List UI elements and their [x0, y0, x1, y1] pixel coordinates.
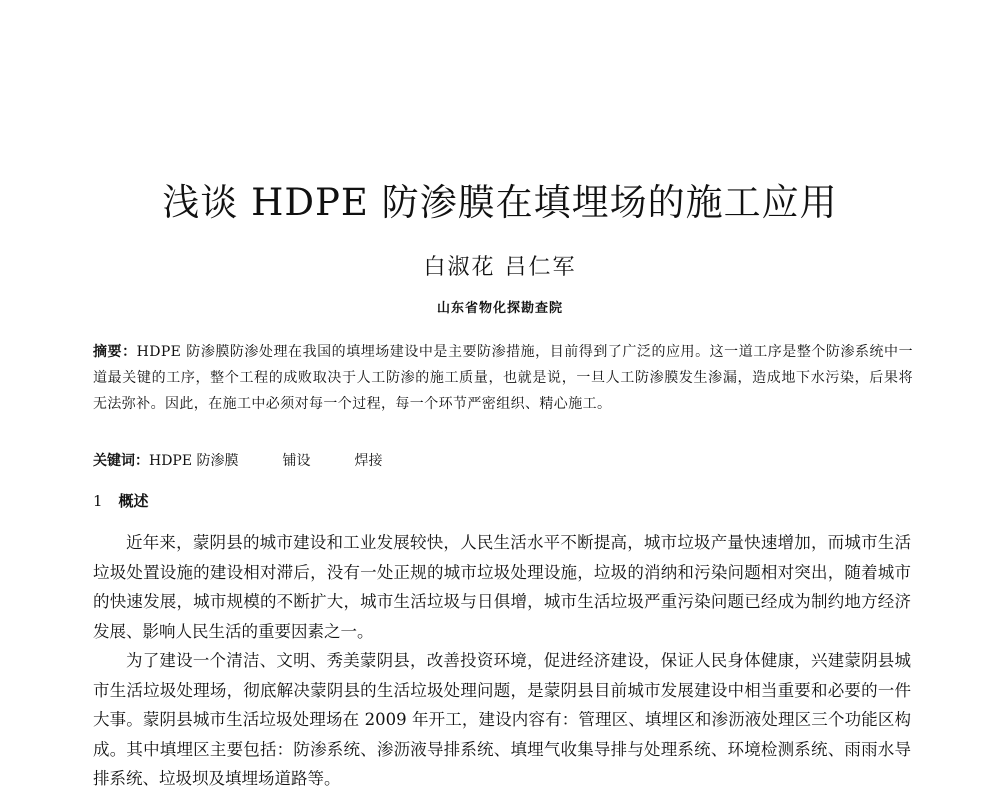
section-number: 1 [93, 492, 103, 510]
keyword-item: 铺设 [282, 453, 311, 469]
abstract-text: HDPE 防渗膜防渗处理在我国的填埋场建设中是主要防渗措施，目前得到了广泛的应用。这一道工序是整个防渗系统中一道最关键的工序，整个工程的成败取决于人工防渗的施工质量，也就是说，一旦人工防渗膜发生渗漏，造成地下水污染，后果将无法弥补。因此，在施工中必须对每一个过程，每一个环节严密组织、精心施工。 [93, 344, 913, 412]
paper-affiliation: 山东省物化探勘查院 [436, 301, 563, 316]
paper-title: 浅谈 HDPE 防渗膜在填埋场的施工应用 [162, 181, 838, 224]
keyword-item: 焊接 [354, 453, 383, 469]
keyword-item: HDPE 防渗膜 [149, 453, 239, 469]
abstract-label: 摘要： [93, 344, 137, 360]
section-title: 概述 [118, 492, 149, 510]
keywords-label: 关键词： [93, 453, 149, 469]
section-heading [93, 488, 149, 514]
body-text [93, 528, 911, 794]
keywords [93, 448, 427, 474]
body-paragraph: 近年来，蒙阴县的城市建设和工业发展较快，人民生活水平不断提高，城市垃圾产量快速增加，而城市生活垃圾处置设施的建设相对滞后，没有一处正规的城市垃圾处理设施，垃圾的消纳和污染问题相对突出，随着城市的快速发展，城市规模的不断扩大，城市生活垃圾与日俱增，城市生活垃圾严重污染问题已经成为制约地方经济发展、影响人民生活的重要因素之一。 [93, 533, 911, 641]
abstract [93, 339, 913, 417]
paper-authors: 白淑花 吕仁军 [423, 255, 577, 280]
body-paragraph: 为了建设一个清洁、文明、秀美蒙阴县，改善投资环境，促进经济建设，保证人民身体健康，兴建蒙阴县城市生活垃圾处理场，彻底解决蒙阴县的生活垃圾处理问题，是蒙阴县目前城市发展建设中相当重要和必要的一件大事。蒙阴县城市生活垃圾处理场在 2009 年开工，建设内容有：管理区、填埋区和渗沥液处理区三个功能区构成。其中填埋区主要包括：防渗系统、渗沥液导排系统、填埋气收集导排与处理系统、环境检测系统、雨雨水导排系统、垃圾坝及填埋场道路等。 [93, 651, 911, 788]
